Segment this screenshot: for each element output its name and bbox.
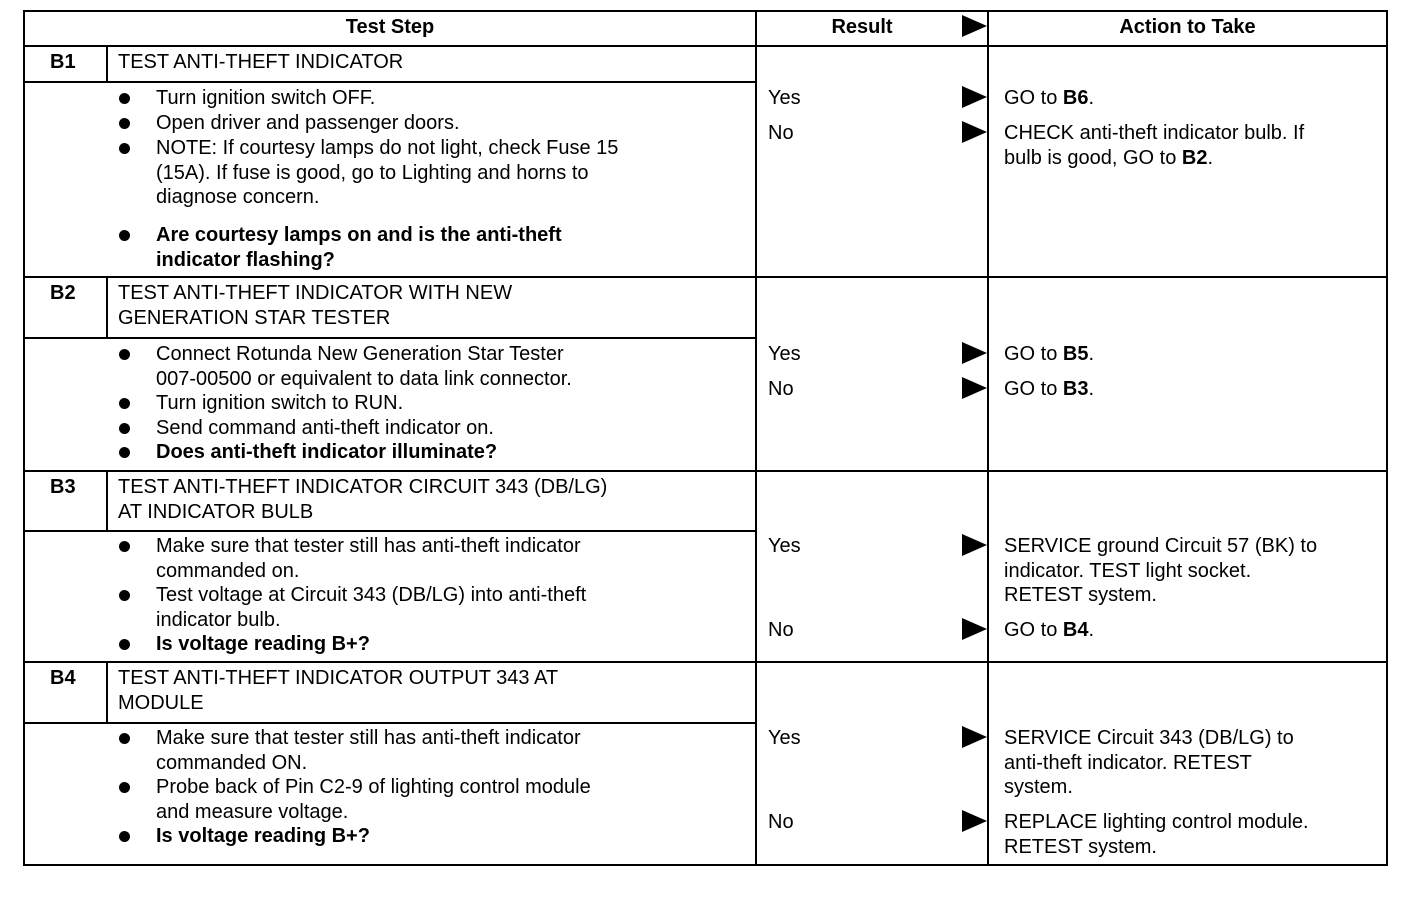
result-yes: Yes [768, 343, 801, 365]
action-tail: . [1088, 619, 1095, 641]
action-step-ref: B2 [1181, 146, 1208, 169]
action-yes [1004, 534, 1317, 559]
action-yes [1004, 726, 1294, 751]
bullet-text: Test voltage at Circuit 343 (DB/LG) into anti-theft [156, 584, 587, 606]
bullet-icon [119, 118, 130, 129]
action-yes [1004, 559, 1251, 584]
bullet-text: Send command anti-theft indicator on. [156, 417, 494, 439]
action-text: anti-theft indicator. RETEST [1004, 751, 1252, 774]
bullet-text: commanded ON. [156, 751, 308, 774]
action-step-ref: B5 [1062, 343, 1089, 365]
result-arrow-icon [962, 726, 987, 748]
action-step-ref: B4 [1062, 619, 1089, 641]
result-column-border [755, 10, 757, 866]
action-tail: . [1088, 343, 1095, 365]
action-column-border [987, 10, 989, 866]
result-yes: Yes [768, 535, 801, 557]
title-bottom-border [23, 722, 755, 724]
id-column-border [106, 661, 108, 722]
bullet-icon [119, 541, 130, 552]
result-arrow-icon [962, 534, 987, 556]
bullet-icon [119, 447, 130, 458]
action-text: system. [1004, 776, 1073, 798]
bullet-question: Is voltage reading B+? [156, 633, 370, 655]
action-yes [1004, 775, 1073, 800]
bullet-icon [119, 93, 130, 104]
step-id: B4 [50, 667, 76, 689]
title-bottom-border [23, 337, 755, 339]
result-no: No [768, 619, 794, 641]
bullet-text: Make sure that tester still has anti-theft indicator [156, 727, 581, 749]
action-text: bulb is good, GO to [1004, 146, 1182, 169]
action-no [1004, 377, 1094, 402]
bullet-icon [119, 831, 130, 842]
step-title: TEST ANTI-THEFT INDICATOR WITH NEW [118, 282, 513, 304]
step-title: GENERATION STAR TESTER [118, 306, 391, 329]
action-no [1004, 835, 1157, 860]
bullet-icon [119, 423, 130, 434]
action-text: GO to [1004, 87, 1063, 109]
result-no: No [768, 122, 794, 144]
bullet-question: indicator flashing? [156, 248, 335, 271]
step-id: B3 [50, 476, 76, 498]
bullet-question: Does anti-theft indicator illuminate? [156, 441, 498, 463]
bullet-icon [119, 733, 130, 744]
bullet-text: Turn ignition switch OFF. [156, 87, 376, 109]
result-arrow-icon [962, 342, 987, 364]
action-text: REPLACE lighting control module. [1004, 811, 1309, 833]
step-title: MODULE [118, 691, 204, 714]
action-yes [1004, 751, 1252, 776]
action-step-ref: B3 [1062, 378, 1089, 400]
table-top-border [23, 10, 1388, 12]
result-arrow-icon [962, 86, 987, 108]
bullet-text: Probe back of Pin C2-9 of lighting control module [156, 776, 591, 798]
header-bottom-border [23, 45, 1388, 47]
action-tail: . [1088, 87, 1095, 109]
bullet-text: indicator bulb. [156, 608, 281, 631]
bullet-text: Turn ignition switch to RUN. [156, 392, 404, 414]
bullet-text: commanded on. [156, 559, 300, 582]
action-text: GO to [1004, 343, 1063, 365]
bullet-text: diagnose concern. [156, 186, 320, 208]
bullet-icon [119, 349, 130, 360]
action-tail: . [1088, 378, 1095, 400]
action-yes [1004, 342, 1094, 367]
table-bottom-border [23, 864, 1388, 866]
step-id: B2 [50, 282, 76, 304]
header-result: Result [831, 16, 893, 38]
result-yes: Yes [768, 727, 801, 749]
result-arrow-icon [962, 618, 987, 640]
bullet-text: Open driver and passenger doors. [156, 112, 460, 134]
result-no: No [768, 378, 794, 400]
action-yes [1004, 583, 1157, 608]
bullet-icon [119, 639, 130, 650]
bullet-text: Make sure that tester still has anti-theft indicator [156, 535, 581, 557]
action-text: GO to [1004, 378, 1063, 400]
action-text: SERVICE Circuit 343 (DB/LG) to [1004, 727, 1294, 749]
action-tail: . [1207, 146, 1214, 169]
step-title: AT INDICATOR BULB [118, 500, 314, 523]
bullet-icon [119, 590, 130, 601]
title-bottom-border [23, 530, 755, 532]
result-no: No [768, 811, 794, 833]
table-left-border [23, 10, 25, 866]
header-action: Action to Take [1119, 16, 1256, 38]
action-yes [1004, 86, 1094, 111]
bullet-icon [119, 398, 130, 409]
step-title: TEST ANTI-THEFT INDICATOR CIRCUIT 343 (DB/LG) [118, 476, 608, 498]
action-no [1004, 146, 1213, 171]
action-text: RETEST system. [1004, 835, 1157, 858]
header-arrow-icon [962, 15, 987, 37]
id-column-border [106, 470, 108, 530]
bullet-icon [119, 143, 130, 154]
action-text: CHECK anti-theft indicator bulb. If [1004, 122, 1305, 144]
bullet-text: 007-00500 or equivalent to data link connector. [156, 367, 572, 390]
action-step-ref: B6 [1062, 87, 1089, 109]
bullet-text: (15A). If fuse is good, go to Lighting and horns to [156, 161, 589, 184]
bullet-icon [119, 230, 130, 241]
step-border-b2 [23, 276, 1388, 278]
step-border-b3 [23, 470, 1388, 472]
title-bottom-border [23, 81, 755, 83]
step-id: B1 [50, 51, 76, 73]
table-right-border [1386, 10, 1388, 866]
result-arrow-icon [962, 810, 987, 832]
bullet-icon [119, 782, 130, 793]
step-title: TEST ANTI-THEFT INDICATOR [118, 51, 404, 73]
action-no [1004, 810, 1309, 835]
action-text: SERVICE ground Circuit 57 (BK) to [1004, 535, 1318, 557]
bullet-text: and measure voltage. [156, 800, 349, 823]
action-no [1004, 618, 1094, 643]
bullet-question: Is voltage reading B+? [156, 825, 370, 847]
bullet-text: Connect Rotunda New Generation Star Tester [156, 343, 564, 365]
id-column-border [106, 276, 108, 337]
action-text: GO to [1004, 619, 1063, 641]
action-no [1004, 121, 1304, 146]
action-text: RETEST system. [1004, 584, 1157, 606]
bullet-text: NOTE: If courtesy lamps do not light, check Fuse 15 [156, 137, 619, 159]
header-test-step: Test Step [345, 16, 435, 38]
bullet-question: Are courtesy lamps on and is the anti-theft [156, 224, 562, 246]
result-arrow-icon [962, 121, 987, 143]
result-arrow-icon [962, 377, 987, 399]
step-border-b4 [23, 661, 1388, 663]
action-text: indicator. TEST light socket. [1004, 559, 1252, 582]
step-title: TEST ANTI-THEFT INDICATOR OUTPUT 343 AT [118, 667, 559, 689]
id-column-border [106, 45, 108, 81]
result-yes: Yes [768, 87, 801, 109]
